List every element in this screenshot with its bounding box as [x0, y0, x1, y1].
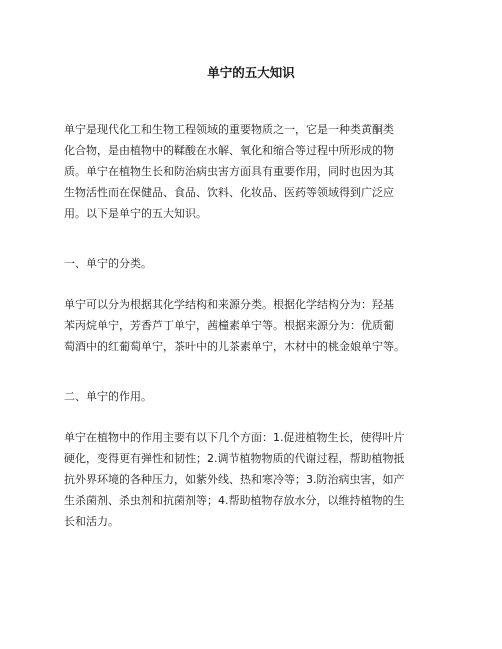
section-2-line-5: 长和活力。 [64, 515, 119, 528]
page-title: 单宁的五大知识 [207, 65, 295, 80]
section-1-line-1: 单宁可以分为根据其化学结构和来源分类。根据化学结构分为：羟基 [64, 298, 394, 311]
section-1-line-3: 萄酒中的红葡萄单宁，茶叶中的儿茶素单宁，木材中的桃金娘单宁等。 [64, 340, 405, 353]
section-2-line-3: 抗外界环境的各种压力，如紫外线、热和寒冷等；3.防治病虫害，如产 [64, 473, 405, 486]
intro-line-1: 单宁是现代化工和生物工程领域的重要物质之一，它是一种类黄酮类 [64, 123, 394, 136]
section-2-heading: 二、单宁的作用。 [64, 390, 152, 403]
intro-line-3: 质。单宁在植物生长和防治病虫害方面具有重要作用，同时也因为其 [64, 165, 394, 178]
intro-line-2: 化合物，是由植物中的鞣酸在水解、氧化和缩合等过程中所形成的物 [64, 144, 394, 157]
section-1-line-2: 苯丙烷单宁，芳香芦丁单宁，茜橦素单宁等。根据来源分为：优质葡 [64, 319, 394, 332]
section-2-line-4: 生杀菌剂、杀虫剂和抗菌剂等；4.帮助植物存放水分，以维持植物的生 [64, 494, 405, 507]
section-1-heading: 一、单宁的分类。 [64, 257, 152, 270]
intro-line-4: 生物活性而在保健品、食品、饮料、化妆品、医药等领域得到广泛应 [64, 186, 394, 199]
section-2-line-2: 硬化，变得更有弹性和韧性；2.调节植物物质的代谢过程，帮助植物抵 [64, 452, 405, 465]
section-2-line-1: 单宁在植物中的作用主要有以下几个方面：1.促进植物生长，使得叶片 [64, 431, 405, 444]
intro-line-5: 用。以下是单宁的五大知识。 [64, 207, 207, 220]
